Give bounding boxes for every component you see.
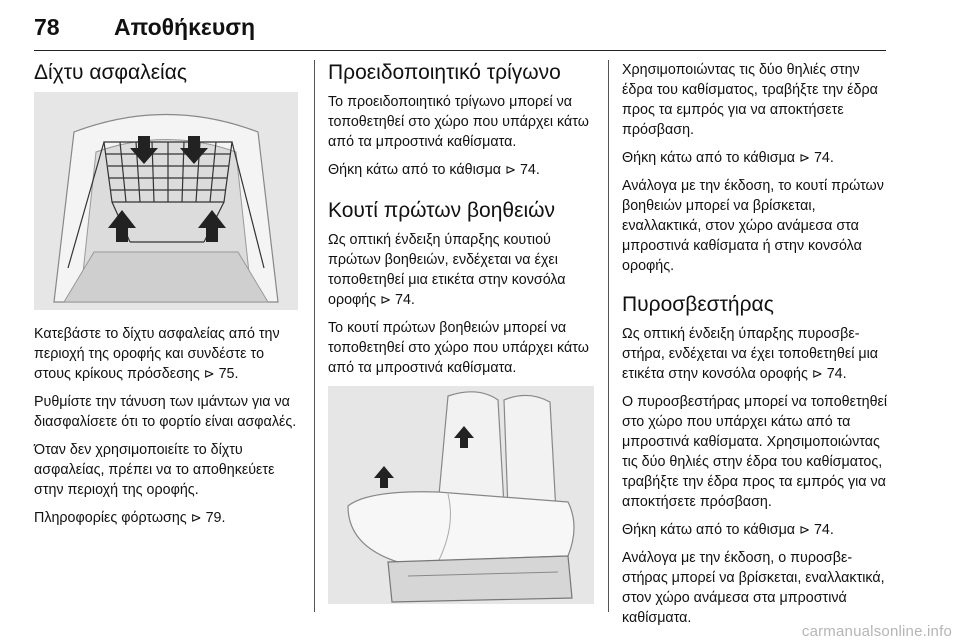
safety-net-illustration	[34, 92, 298, 310]
paragraph: Ανάλογα με την έκδοση, ο πυροσβεστήρας μπορεί να βρίσκεται, εναλλακτικά, στον χώρο ανάμεσα στα μπροστινά καθίσματα.	[622, 550, 885, 626]
paragraph: Χρησιμοποιώντας τις δύο θηλιές στην έδρα του καθίσματος, τραβήξτε την έδρα προς τα εμπρός για να αποκτήσετε πρόσβαση.	[622, 62, 878, 138]
arrow-ref-icon: ⊳	[799, 150, 810, 165]
page-header	[34, 0, 886, 51]
paragraph: Ως οπτική ένδειξη ύπαρξης πυροσβεστήρα, ενδέχεται να έχει τοποθετηθεί μια ετικέτα στην κονσόλα οροφής ⊳ 74.	[622, 326, 879, 382]
heading-safety-net: Δίχτυ ασφαλείας	[34, 61, 187, 84]
paragraph: Θήκη κάτω από το κάθισμα ⊳ 74.	[622, 150, 834, 166]
paragraph: Το προειδοποιητικό τρίγωνο μπορεί να τοποθετηθεί στο χώρο που υπάρχει κάτω από τα μπροστινά καθίσματα.	[328, 94, 589, 150]
column-divider	[314, 60, 315, 612]
watermark: carmanualsonline.info	[801, 623, 952, 640]
paragraph: Όταν δεν χρησιμοποιείτε το δίχτυ ασφαλείας, πρέπει να το αποθηκεύετε στην περιοχή της οροφής.	[34, 442, 275, 498]
arrow-ref-icon: ⊳	[505, 162, 516, 177]
arrow-ref-icon: ⊳	[380, 292, 392, 307]
heading-fire-extinguisher: Πυροσβεστήρας	[622, 293, 774, 316]
arrow-ref-icon: ⊳	[190, 510, 202, 525]
paragraph: Ο πυροσβεστήρας μπορεί να τοποθετηθεί στο χώρο που υπάρχει κάτω από τα μπροστινά καθίσματα. Χρησιμοποιώντας τις δύο θηλιές στην έδρα του καθίσματος, τραβήξτε την έδρα προς τα εμπρός για να αποκτήσετε πρόσβαση.	[622, 394, 888, 510]
heading-first-aid-kit: Κουτί πρώτων βοηθειών	[328, 199, 556, 222]
column-divider	[608, 60, 609, 612]
paragraph: Το κουτί πρώτων βοηθειών μπορεί να τοποθετηθεί στο χώρο που υπάρχει κάτω από τα μπροστινά καθίσματα.	[328, 320, 589, 376]
paragraph: Κατεβάστε το δίχτυ ασφαλείας από την περιοχή της οροφής και συνδέστε τo στους κρίκους πρόσδεσης ⊳ 75.	[34, 326, 280, 382]
paragraph: Ως οπτική ένδειξη ύπαρξης κουτιού πρώτων βοηθειών, ενδέχεται να έχει τοποθετηθεί μια ετικέτα στην κονσόλα οροφής ⊳ 74.	[328, 232, 566, 308]
arrow-ref-icon: ⊳	[799, 522, 810, 537]
section-title: Αποθήκευση	[114, 14, 256, 40]
paragraph: Θήκη κάτω από το κάθισμα ⊳ 74.	[622, 522, 834, 538]
column-fire-extinguisher	[622, 60, 890, 636]
paragraph: Ανάλογα με την έκδοση, το κουτί πρώτων βοηθειών μπορεί να βρίσκεται, εναλλακτικά, στον χώρο ανάμεσα στα μπροστινά καθίσματα ή στην κονσόλα οροφής.	[622, 178, 884, 274]
paragraph: Θήκη κάτω από το κάθισμα ⊳ 74.	[328, 162, 540, 178]
arrow-ref-icon: ⊳	[203, 366, 215, 381]
page-number: 78	[34, 14, 60, 40]
paragraph: Ρυθμίστε την τάνυση των ιμάντων για να διασφαλίσετε ότι το φορτίο είναι ασφαλές.	[34, 394, 297, 430]
heading-warning-triangle: Προειδοποιητικό τρίγωνο	[328, 61, 561, 84]
arrow-ref-icon: ⊳	[811, 366, 823, 381]
column-safety-net	[34, 60, 302, 536]
seat-illustration	[328, 386, 594, 604]
paragraph: Πληροφορίες φόρτωσης ⊳ 79.	[34, 510, 226, 526]
column-warning-triangle	[328, 60, 598, 604]
